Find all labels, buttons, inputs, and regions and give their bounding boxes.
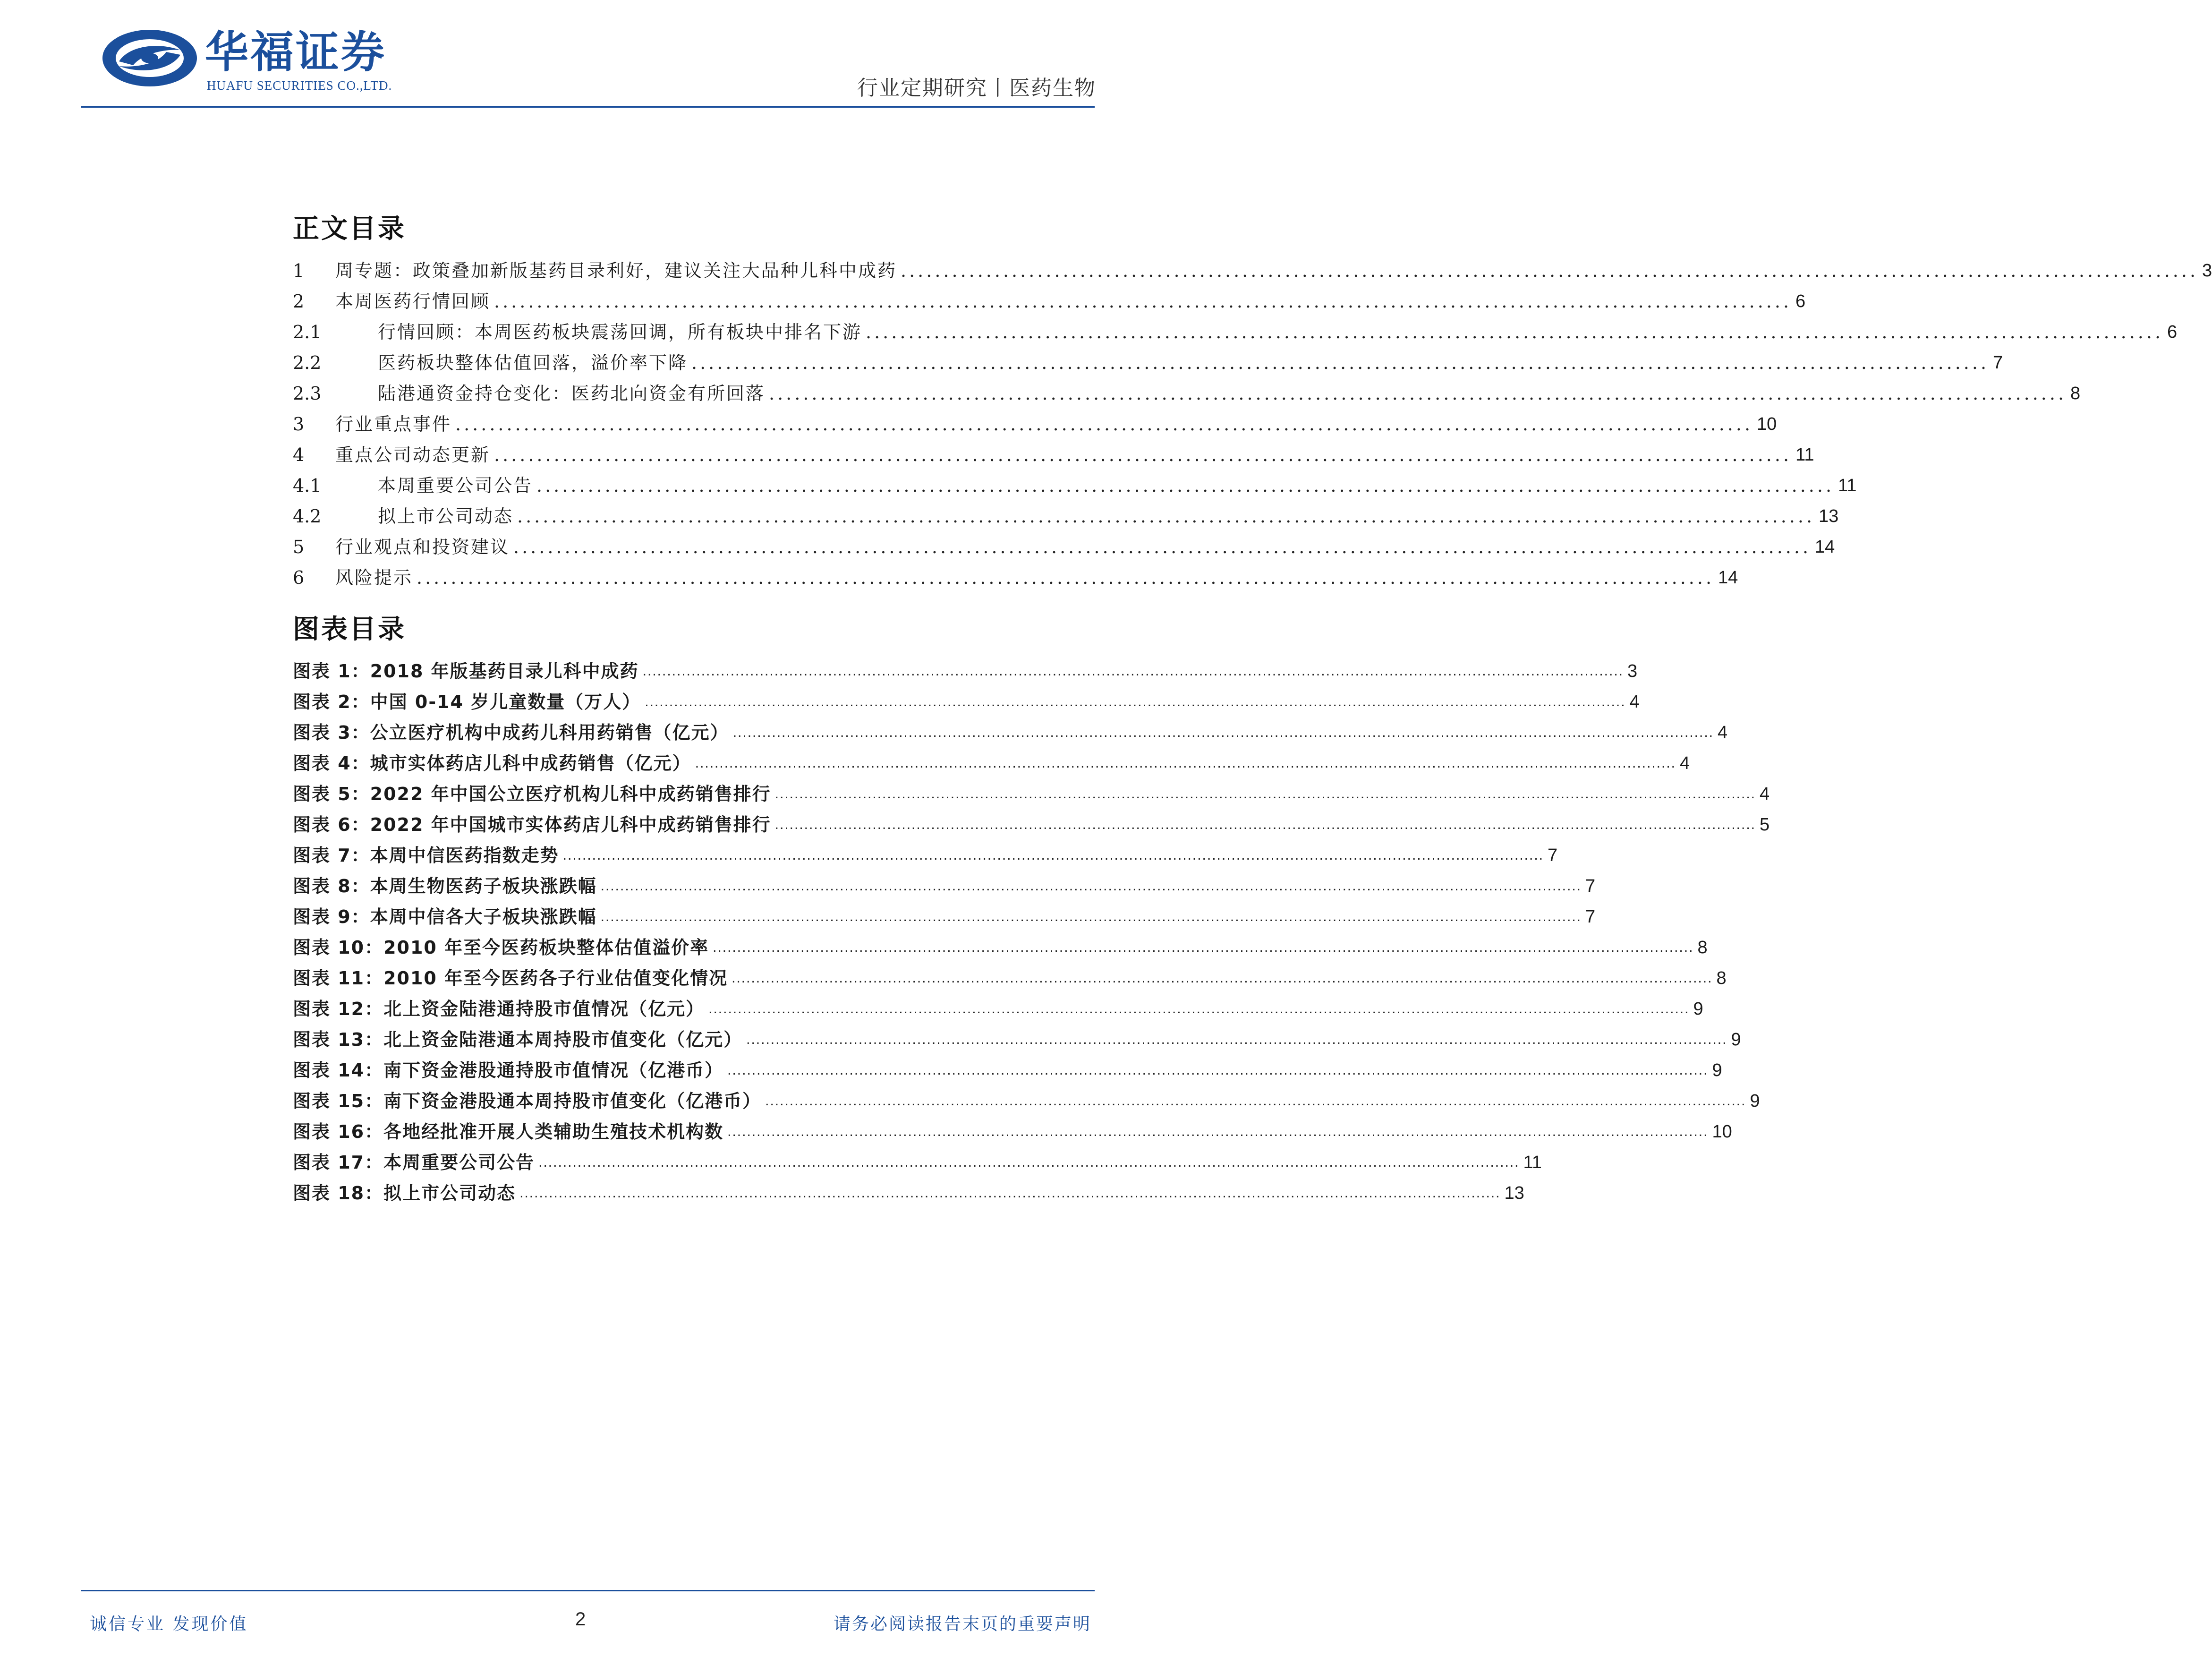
figure-entry[interactable] (293, 718, 1728, 747)
figure-entry-title: 图表 6：2022 年中国城市实体药店儿科中成药销售排行 (293, 814, 771, 835)
logo-chinese-name: 华福证券 (205, 27, 387, 77)
figure-entry[interactable] (293, 964, 1727, 993)
dot-leader: ......................................................................................................................................................................................................... (713, 940, 1694, 955)
toc-entry-page: 6 (1795, 291, 1806, 311)
toc-entry-title: 陆港通资金持仓变化：医药北向资金有所回落 (378, 383, 766, 404)
figure-entry[interactable] (293, 1025, 1741, 1054)
toc-entry-number: 2 (293, 291, 305, 312)
figure-entry-title: 图表 9：本周中信各大子板块涨跌幅 (293, 906, 597, 927)
figure-entry-page: 4 (1718, 723, 1728, 743)
toc-entry-page: 14 (1718, 568, 1738, 588)
dot-leader: ........................................................................................................................................................ (455, 414, 1753, 435)
toc-entry-page: 14 (1815, 537, 1835, 557)
toc-entry-number: 4.1 (293, 475, 322, 496)
figure-entry[interactable] (293, 902, 1596, 931)
figure-entry-page: 11 (1523, 1153, 1542, 1172)
dot-leader: ......................................................................................................................................................................................................... (695, 755, 1676, 771)
footer-divider (81, 1590, 1095, 1591)
figure-entry[interactable] (293, 1117, 1732, 1146)
toc-entry-title: 行业重点事件 (335, 414, 452, 435)
figure-entry[interactable] (293, 933, 1708, 962)
dot-leader: ........................................................................................................................................................ (866, 322, 2164, 342)
toc-entry-number: 4.2 (293, 506, 322, 527)
toc-entry-page: 13 (1819, 506, 1839, 526)
toc-entry[interactable] (293, 440, 1814, 470)
dot-leader: ......................................................................................................................................................................................................... (708, 1001, 1690, 1016)
figure-entry-title: 图表 11：2010 年至今医药各子行业估值变化情况 (293, 968, 728, 989)
huafu-logo-icon (100, 27, 199, 89)
toc-entry-number: 5 (293, 537, 305, 557)
toc-entry-title: 行情回顾：本周医药板块震荡回调，所有板块中排名下游 (378, 322, 862, 342)
figure-entry-title: 图表 8：本周生物医药子板块涨跌幅 (293, 876, 597, 897)
dot-leader: ........................................................................................................................................................ (536, 475, 1835, 496)
dot-leader: ........................................................................................................................................................ (691, 352, 1990, 373)
dot-leader: ........................................................................................................................................................ (901, 260, 2199, 281)
figure-entry-title: 图表 7：本周中信医药指数走势 (293, 845, 559, 866)
toc-entry-page: 8 (2070, 384, 2081, 403)
figure-entry-title: 图表 12：北上资金陆港通持股市值情况（亿元） (293, 999, 705, 1019)
figure-entry-page: 9 (1712, 1060, 1722, 1080)
figure-entry[interactable] (293, 1148, 1542, 1177)
header-divider (81, 106, 1095, 108)
figure-entry-page: 4 (1680, 753, 1690, 773)
dot-leader: ......................................................................................................................................................................................................... (562, 847, 1544, 863)
figure-entry-title: 图表 16：各地经批准开展人类辅助生殖技术机构数 (293, 1121, 724, 1142)
toc-entry[interactable] (293, 348, 2003, 377)
figure-entry-page: 10 (1712, 1122, 1732, 1142)
dot-leader: ......................................................................................................................................................................................................... (538, 1154, 1520, 1170)
figure-entry-page: 13 (1504, 1183, 1524, 1203)
dot-leader: ......................................................................................................................................................................................................... (519, 1185, 1501, 1201)
toc-entry[interactable] (293, 502, 1839, 531)
dot-leader: ......................................................................................................................................................................................................... (732, 970, 1713, 986)
page-number: 2 (575, 1609, 586, 1630)
toc-entry-page: 11 (1838, 476, 1857, 495)
toc-entry[interactable] (293, 532, 1835, 562)
figure-entry-page: 8 (1716, 968, 1727, 988)
figure-entry-page: 7 (1585, 907, 1596, 927)
toc-entry-page: 10 (1757, 414, 1777, 434)
toc-entry-page: 3 (2202, 261, 2212, 281)
dot-leader: ......................................................................................................................................................................................................... (774, 817, 1756, 832)
dot-leader: ......................................................................................................................................................................................................... (727, 1062, 1709, 1078)
figure-entry[interactable] (293, 657, 1638, 686)
toc-entry-number: 6 (293, 567, 305, 588)
toc-entry[interactable] (293, 379, 2081, 408)
figure-entry[interactable] (293, 1086, 1760, 1116)
figure-entry[interactable] (293, 871, 1596, 901)
toc-entry[interactable] (293, 410, 1777, 439)
figure-entry[interactable] (293, 749, 1690, 778)
toc-entry-title: 本周重要公司公告 (378, 475, 533, 496)
dot-leader: ........................................................................................................................................................ (517, 506, 1815, 527)
figure-entry-title: 图表 2：中国 0-14 岁儿童数量（万人） (293, 692, 641, 712)
figure-entry[interactable] (293, 810, 1770, 839)
figure-entry-title: 图表 10：2010 年至今医药板块整体估值溢价率 (293, 937, 709, 958)
toc-entry-title: 本周医药行情回顾 (335, 291, 491, 312)
footer-disclaimer: 请务必阅读报告末页的重要声明 (833, 1614, 1091, 1634)
dot-leader: ......................................................................................................................................................................................................... (732, 725, 1714, 740)
figure-entry-page: 9 (1693, 999, 1703, 1019)
figure-entry-page: 4 (1629, 692, 1640, 712)
figure-entry-page: 3 (1627, 661, 1638, 681)
company-logo (100, 23, 393, 94)
figure-entry[interactable] (293, 687, 1640, 717)
dot-leader: ........................................................................................................................................................ (417, 567, 1715, 588)
page-header (0, 0, 1172, 113)
toc-entry-title: 周专题：政策叠加新版基药目录利好，建议关注大品种儿科中成药 (335, 260, 897, 281)
toc-entry-title: 行业观点和投资建议 (335, 537, 510, 557)
figure-entry[interactable] (293, 779, 1770, 809)
toc-entry-number: 4 (293, 444, 305, 465)
figure-entry-title: 图表 15：南下资金港股通本周持股市值变化（亿港币） (293, 1091, 762, 1111)
toc-entry-page: 6 (2167, 322, 2178, 342)
figure-entry-page: 9 (1750, 1091, 1760, 1111)
toc-entry-number: 1 (293, 260, 305, 281)
figure-entry-page: 8 (1697, 938, 1708, 957)
report-category: 行业定期研究丨医药生物 (857, 76, 1096, 100)
figure-entry-title: 图表 3：公立医疗机构中成药儿科用药销售（亿元） (293, 722, 729, 743)
figure-entry-page: 9 (1731, 1030, 1741, 1050)
dot-leader: ........................................................................................................................................................ (494, 291, 1792, 312)
dot-leader: ........................................................................................................................................................ (513, 537, 1812, 557)
dot-leader: ......................................................................................................................................................................................................... (642, 663, 1624, 679)
toc-entry-page: 11 (1795, 445, 1814, 465)
figure-entry-page: 7 (1585, 876, 1596, 896)
dot-leader: ......................................................................................................................................................................................................... (645, 694, 1626, 709)
toc-entry[interactable] (293, 256, 2212, 285)
figure-entry-title: 图表 18：拟上市公司动态 (293, 1183, 516, 1204)
figure-entry-title: 图表 4：城市实体药店儿科中成药销售（亿元） (293, 753, 691, 774)
figure-entry-title: 图表 14：南下资金港股通持股市值情况（亿港币） (293, 1060, 724, 1081)
figure-entry[interactable] (293, 841, 1558, 870)
figure-entry-page: 4 (1760, 784, 1770, 804)
figure-entry-title: 图表 5：2022 年中国公立医疗机构儿科中成药销售排行 (293, 784, 771, 804)
dot-leader: ......................................................................................................................................................................................................... (765, 1093, 1746, 1109)
dot-leader: ........................................................................................................................................................ (494, 444, 1792, 465)
footer-slogan: 诚信专业 发现价值 (90, 1614, 248, 1634)
figure-entry-page: 5 (1760, 815, 1770, 835)
figure-entry-page: 7 (1548, 846, 1558, 865)
figures-title: 图表目录 (293, 614, 406, 645)
figure-entry[interactable] (293, 994, 1703, 1024)
dot-leader: ......................................................................................................................................................................................................... (746, 1032, 1727, 1047)
toc-entry-number: 2.2 (293, 352, 322, 373)
toc-entry-number: 2.3 (293, 383, 322, 404)
figure-entry[interactable] (293, 1056, 1722, 1085)
toc-entry-title: 风险提示 (335, 567, 413, 588)
toc-title: 正文目录 (293, 213, 406, 244)
toc-entry-title: 重点公司动态更新 (335, 444, 491, 465)
logo-english-name: HUAFU SECURITIES CO.,LTD. (207, 78, 392, 93)
dot-leader: ......................................................................................................................................................................................................... (600, 878, 1582, 894)
dot-leader: ......................................................................................................................................................................................................... (774, 786, 1756, 802)
toc-entry-title: 医药板块整体估值回落，溢价率下降 (378, 352, 688, 373)
figure-entry-title: 图表 13：北上资金陆港通本周持股市值变化（亿元） (293, 1029, 743, 1050)
dot-leader: ......................................................................................................................................................................................................... (727, 1124, 1709, 1139)
toc-entry-number: 3 (293, 414, 305, 435)
figure-entry-title: 图表 17：本周重要公司公告 (293, 1152, 535, 1173)
toc-entry-title: 拟上市公司动态 (378, 506, 514, 527)
toc-entry[interactable] (293, 287, 1806, 316)
toc-entry[interactable] (293, 317, 2178, 347)
toc-entry-number: 2.1 (293, 322, 322, 342)
toc-entry[interactable] (293, 563, 1738, 592)
figure-entry[interactable] (293, 1179, 1524, 1208)
dot-leader: ......................................................................................................................................................................................................... (600, 909, 1582, 924)
figure-entry-title: 图表 1：2018 年版基药目录儿科中成药 (293, 661, 639, 682)
dot-leader: ........................................................................................................................................................ (769, 383, 2067, 404)
toc-entry-page: 7 (1993, 353, 2003, 373)
toc-entry[interactable] (293, 471, 1857, 500)
